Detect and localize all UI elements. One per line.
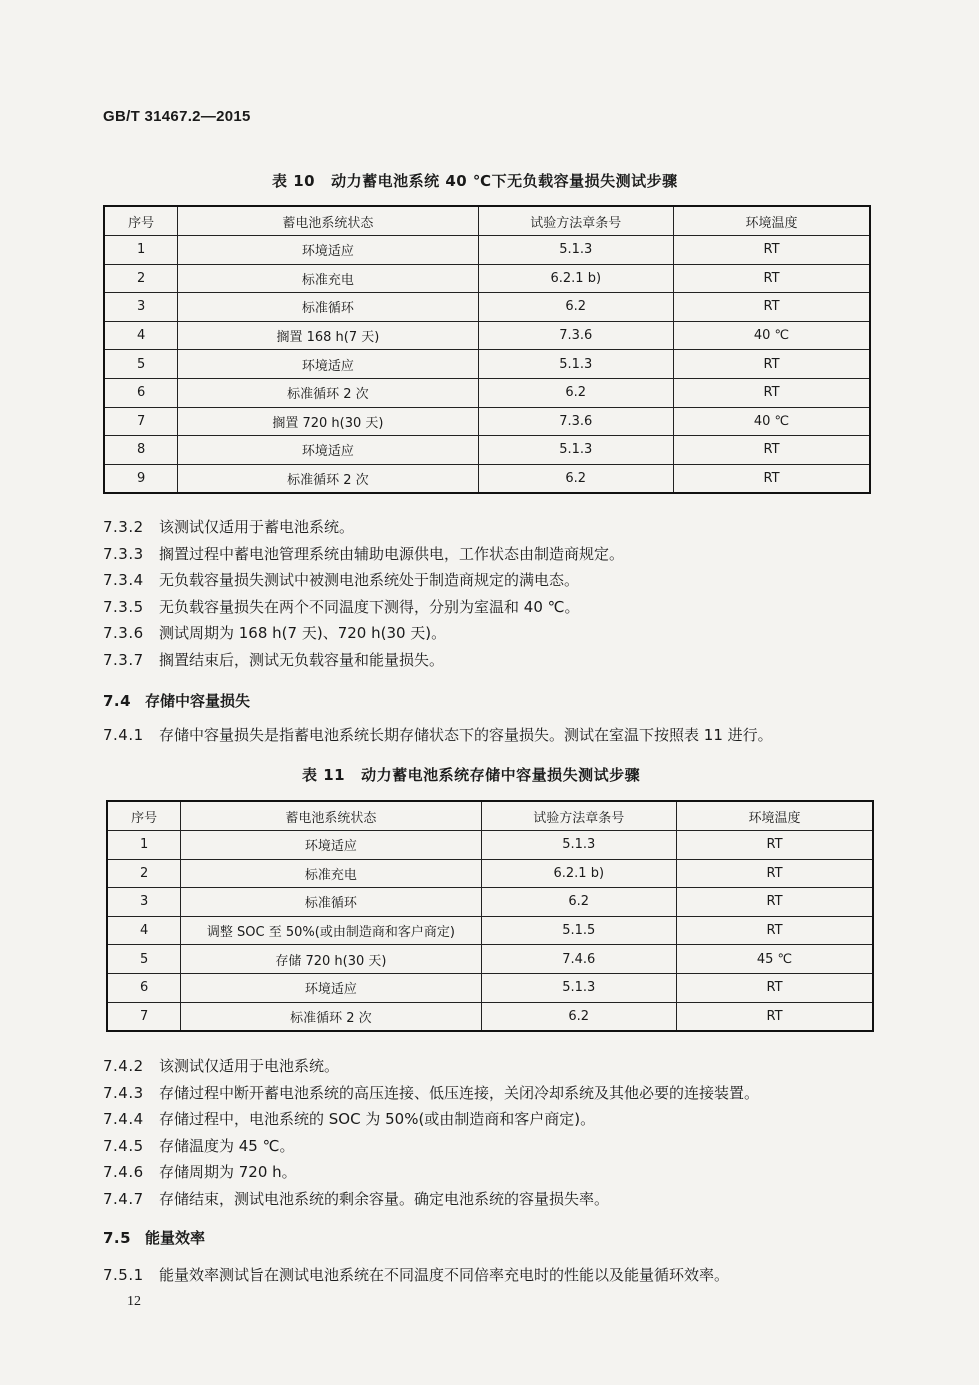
- clause: [103, 1161, 297, 1182]
- table10-body: [104, 236, 870, 493]
- table-row: [107, 916, 873, 945]
- table-cell: 6.2: [478, 378, 674, 407]
- table-cell: 6: [104, 378, 178, 407]
- table-cell: 搁置 720 h(30 天): [178, 407, 478, 436]
- table11-col-header: 环境温度: [677, 801, 873, 831]
- clause-text: 该测试仅适用于电池系统。: [159, 1057, 340, 1075]
- table-cell: 5: [104, 350, 178, 379]
- table-cell: RT: [677, 1002, 873, 1031]
- table10-col-header: 环境温度: [674, 206, 870, 236]
- table-row: [104, 378, 870, 407]
- table-cell: 5.1.3: [478, 350, 674, 379]
- clause-text: 存储结束，测试电池系统的剩余容量。确定电池系统的容量损失率。: [159, 1189, 610, 1208]
- table11-col-header: 序号: [107, 801, 181, 831]
- table-cell: 环境适应: [178, 436, 478, 465]
- clause-number: 7.4.4: [103, 1110, 144, 1128]
- table-cell: 8: [104, 436, 178, 465]
- table-cell: 环境适应: [181, 831, 481, 860]
- table-cell: 标准循环: [181, 888, 481, 917]
- table-cell: 2: [104, 264, 178, 293]
- table-cell: 6: [107, 973, 181, 1002]
- clause-text: 存储周期为 720 h。: [159, 1163, 297, 1181]
- clause-text: 搁置结束后，测试无负载容量和能量损失。: [159, 650, 445, 669]
- table-cell: 5.1.5: [481, 916, 677, 945]
- clause-text: 能量效率测试旨在测试电池系统在不同温度不同倍率充电时的性能以及能量循环效率。: [159, 1266, 730, 1284]
- table-cell: 1: [107, 831, 181, 860]
- table-cell: 5.1.3: [481, 831, 677, 860]
- table-cell: 环境适应: [178, 350, 478, 379]
- table11-body: [107, 831, 873, 1031]
- clause-text: 搁置过程中蓄电池管理系统由辅助电源供电，工作状态由制造商规定。: [159, 544, 625, 563]
- clause-text: 测试周期为 168 h(7 天)、720 h(30 天)。: [159, 624, 447, 642]
- table-cell: 环境适应: [181, 973, 481, 1002]
- table-cell: 标准充电: [181, 859, 481, 888]
- clause: [103, 543, 624, 564]
- table-cell: 搁置 168 h(7 天): [178, 321, 478, 350]
- clause-7-4-1: [103, 724, 773, 745]
- table-cell: RT: [674, 464, 870, 493]
- clause-number: 7.4.2: [103, 1057, 144, 1075]
- table-cell: 标准循环 2 次: [181, 1002, 481, 1031]
- table-row: [107, 859, 873, 888]
- table-cell: 4: [104, 321, 178, 350]
- clause: [103, 516, 354, 537]
- table-cell: 3: [104, 293, 178, 322]
- table10-col-header: 蓄电池系统状态: [178, 206, 478, 236]
- section-7-5-heading: [103, 1227, 205, 1248]
- clause-text: 无负载容量损失在两个不同温度下测得，分别为室温和 40 ℃。: [159, 597, 580, 616]
- clause-text: 无负载容量损失测试中被测电池系统处于制造商规定的满电态。: [159, 571, 580, 589]
- table-cell: 环境适应: [178, 236, 478, 265]
- table-cell: RT: [677, 888, 873, 917]
- table-cell: 6.2: [481, 1002, 677, 1031]
- clause: [103, 1135, 294, 1156]
- table-cell: 标准循环 2 次: [178, 464, 478, 493]
- table-row: [107, 945, 873, 974]
- section-number: 7.5: [103, 1229, 132, 1247]
- clause-number: 7.3.6: [103, 624, 144, 642]
- table10-header-row: [104, 206, 870, 236]
- table-cell: 7: [107, 1002, 181, 1031]
- table-row: [104, 293, 870, 322]
- table-row: [104, 464, 870, 493]
- clause: [103, 1055, 339, 1076]
- table-row: [107, 1002, 873, 1031]
- table-row: [104, 264, 870, 293]
- table-cell: 6.2: [481, 888, 677, 917]
- table11-col-header: 蓄电池系统状态: [181, 801, 481, 831]
- clause-number: 7.4.1: [103, 726, 144, 744]
- clause-number: 7.3.7: [103, 650, 144, 669]
- table-row: [104, 236, 870, 265]
- table-cell: 标准循环 2 次: [178, 378, 478, 407]
- clause: [103, 1188, 609, 1209]
- clause: [103, 649, 444, 670]
- table-cell: 6.2: [478, 293, 674, 322]
- standard-code: GB/T 31467.2—2015: [103, 108, 251, 125]
- table-cell: 5.1.3: [478, 436, 674, 465]
- table-cell: RT: [677, 916, 873, 945]
- section-title: 能量效率: [145, 1229, 206, 1247]
- table-cell: 3: [107, 888, 181, 917]
- table-cell: 6.2.1 b): [478, 264, 674, 293]
- table10-number: 表 10: [272, 172, 316, 190]
- table10: [103, 205, 871, 494]
- clause-number: 7.5.1: [103, 1266, 144, 1284]
- clause-number: 7.3.2: [103, 518, 144, 536]
- section-number: 7.4: [103, 692, 132, 710]
- table-cell: RT: [677, 831, 873, 860]
- section-7-4-heading: [103, 690, 250, 711]
- table-row: [107, 831, 873, 860]
- table-row: [104, 350, 870, 379]
- table-cell: RT: [677, 859, 873, 888]
- table-cell: 40 ℃: [674, 321, 870, 350]
- table-cell: RT: [674, 293, 870, 322]
- table-row: [107, 973, 873, 1002]
- table-cell: 5.1.3: [478, 236, 674, 265]
- table-cell: RT: [674, 350, 870, 379]
- table-cell: 9: [104, 464, 178, 493]
- table-cell: 1: [104, 236, 178, 265]
- table10-caption: [272, 170, 678, 191]
- clause-7-5-1: [103, 1264, 729, 1285]
- table-cell: 存储 720 h(30 天): [181, 945, 481, 974]
- clause: [103, 569, 579, 590]
- table-cell: 2: [107, 859, 181, 888]
- table-row: [104, 407, 870, 436]
- table11-title: 动力蓄电池系统存储中容量损失测试步骤: [361, 766, 641, 784]
- table-row: [104, 436, 870, 465]
- page-number: 12: [127, 1294, 141, 1309]
- clause-number: 7.3.3: [103, 544, 144, 563]
- table-cell: RT: [674, 436, 870, 465]
- clause-text: 存储过程中断开蓄电池系统的高压连接、低压连接，关闭冷却系统及其他必要的连接装置。: [159, 1083, 760, 1102]
- table-cell: 标准充电: [178, 264, 478, 293]
- clause-number: 7.4.7: [103, 1189, 144, 1208]
- table-row: [104, 321, 870, 350]
- clause-number: 7.4.3: [103, 1083, 144, 1102]
- table-cell: 调整 SOC 至 50%(或由制造商和客户商定): [181, 916, 481, 945]
- clause-number: 7.4.6: [103, 1163, 144, 1181]
- clause-text: 存储中容量损失是指蓄电池系统长期存储状态下的容量损失。测试在室温下按照表 11 进行。: [159, 726, 773, 744]
- section-title: 存储中容量损失: [145, 692, 251, 710]
- table-cell: 40 ℃: [674, 407, 870, 436]
- table-cell: RT: [674, 236, 870, 265]
- table-cell: 5.1.3: [481, 973, 677, 1002]
- clause-text: 存储温度为 45 ℃。: [159, 1136, 295, 1155]
- table11: [106, 800, 874, 1032]
- table11-col-header: 试验方法章条号: [481, 801, 677, 831]
- table-cell: 7.3.6: [478, 321, 674, 350]
- clause: [103, 1108, 595, 1129]
- table-cell: RT: [674, 378, 870, 407]
- table-cell: 7.4.6: [481, 945, 677, 974]
- table10-title: 动力蓄电池系统 40 ℃下无负载容量损失测试步骤: [331, 172, 678, 190]
- clause-number: 7.3.5: [103, 597, 144, 616]
- table11-caption: [302, 764, 640, 785]
- table-cell: 标准循环: [178, 293, 478, 322]
- table-cell: 45 ℃: [677, 945, 873, 974]
- table-cell: 4: [107, 916, 181, 945]
- table-cell: 6.2: [478, 464, 674, 493]
- clause-text: 该测试仅适用于蓄电池系统。: [159, 518, 355, 536]
- table10-col-header: 序号: [104, 206, 178, 236]
- table-cell: RT: [674, 264, 870, 293]
- table-cell: 7.3.6: [478, 407, 674, 436]
- clause-number: 7.4.5: [103, 1136, 144, 1155]
- clause: [103, 1082, 759, 1103]
- table-cell: 5: [107, 945, 181, 974]
- table11-header-row: [107, 801, 873, 831]
- clause: [103, 622, 446, 643]
- table-row: [107, 888, 873, 917]
- table-cell: 6.2.1 b): [481, 859, 677, 888]
- clause: [103, 596, 579, 617]
- table10-col-header: 试验方法章条号: [478, 206, 674, 236]
- table11-number: 表 11: [302, 766, 346, 784]
- clause-number: 7.3.4: [103, 571, 144, 589]
- table-cell: RT: [677, 973, 873, 1002]
- table-cell: 7: [104, 407, 178, 436]
- clause-text: 存储过程中，电池系统的 SOC 为 50%(或由制造商和客户商定)。: [159, 1110, 596, 1128]
